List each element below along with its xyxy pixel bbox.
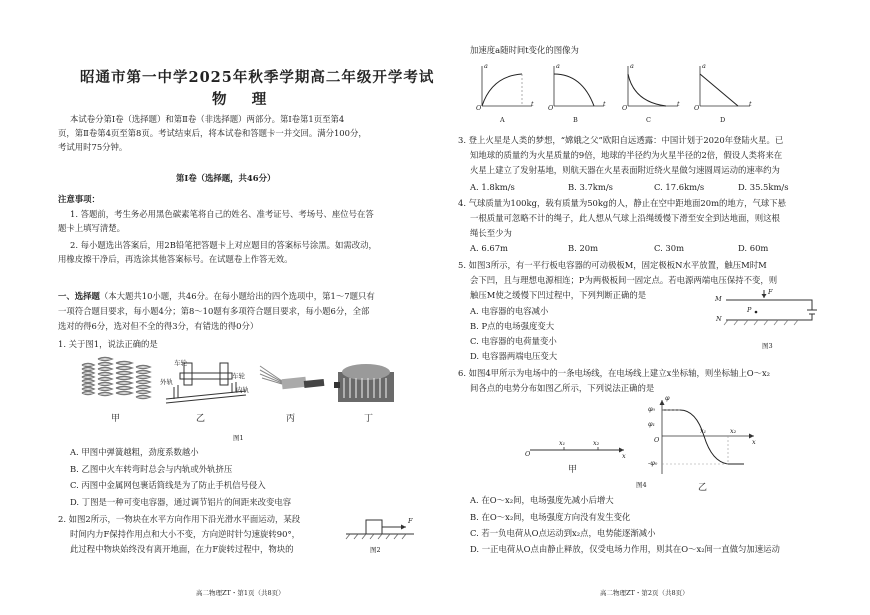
shielded-cable-photo (258, 362, 326, 402)
phi1-label: φ₁ (648, 420, 656, 428)
q1-option-c: C. 丙图中金属网包裹话筒线是为了防止手机信号侵入 (70, 480, 266, 490)
section1-heading: 一、选择题 (58, 291, 100, 301)
exam-title: 昭通市第一中学2025年秋季学期高二年级开学考试 (80, 69, 435, 86)
graph-label-c: C (646, 116, 651, 124)
figure3-caption: 图3 (762, 342, 773, 350)
graph-a (476, 62, 536, 114)
q2-line: 加速度a随时间t变化的图像为 (470, 45, 579, 55)
plate-m-label: M (715, 295, 722, 303)
subject-title: 物 理 (212, 91, 268, 108)
notice-line: 题卡上填写清楚。 (58, 223, 125, 233)
q6-option-c: C. 若一负电荷从O点运动到x₂点，电势能逐渐减小 (470, 528, 656, 538)
graph-b (548, 62, 608, 114)
q3-option-c: C. 17.6km/s (654, 182, 705, 192)
x1-label: x₁ (559, 439, 566, 447)
intro-line: 本试卷分第Ⅰ卷（选择题）和第Ⅱ卷（非选择题）两部分。第Ⅰ卷第1页至第4 (70, 114, 345, 124)
section1-line: 一项符合题目要求，每小题4分；第8～10题有多项符合题目要求，每小题6分，全部 (58, 306, 370, 316)
label-outer-rail: 外轨 (160, 378, 173, 386)
graph-label-a: A (500, 116, 505, 124)
sub-label-yi: 乙 (698, 483, 708, 493)
figure2-caption: 图2 (370, 546, 381, 554)
axis-t-label: t (749, 100, 752, 108)
q3-line: 3. 登上火星是人类的梦想，“嫦娥之父”欧阳自远透露：中国计划于2020年登陆火星。已 (458, 135, 784, 145)
q4-option-d: D. 60m (738, 243, 769, 253)
origin-label: O (476, 104, 482, 112)
train-wheel-diagram (160, 355, 252, 407)
photo-label-jia: 甲 (111, 414, 121, 424)
part1-title: 第Ⅰ卷（选择题，共46分） (176, 173, 276, 183)
graph-label-d: D (720, 116, 726, 124)
q5-option-d: D. 电容器两端电压变大 (470, 351, 558, 361)
q5-line: 5. 如图3所示，有一平行板电容器的可动极板M，固定极板N水平放置，触压M时M (458, 260, 767, 270)
q6-option-a: A. 在O～x₂间，电场强度先减小后增大 (470, 495, 614, 505)
q6-option-d: D. 一正电荷从O点由静止释放，仅受电场力作用，则其在O～x₂间一直做匀加速运动 (470, 544, 780, 554)
photo-label-yi: 乙 (196, 414, 206, 424)
origin-label: O (548, 104, 554, 112)
q2-line: 此过程中物块始终没有离开地面，在力F旋转过程中，物块的 (70, 544, 294, 554)
q4-option-b: B. 20m (568, 243, 599, 253)
q1-option-b: B. 乙图中火车转弯时总会与内轨或外轨挤压 (70, 464, 233, 474)
q4-line: 一根质量可忽略不计的绳子，此人想从气球上沿绳缓慢下滑至安全到达地面，则这根 (470, 213, 780, 223)
axis-t-label: t (603, 100, 606, 108)
q3-option-d: D. 35.5km/s (738, 182, 789, 192)
field-line-diagram (524, 436, 630, 460)
springs-photo (76, 355, 156, 405)
q4-line: 绳长至少为 (470, 228, 512, 238)
photo-label-bing: 丙 (286, 414, 296, 424)
axis-a-label: a (484, 62, 488, 70)
intro-line: 页，第Ⅱ卷第4页至第8页。考试结束后，将本试卷和答题卡一并交回。满分100分， (58, 128, 367, 138)
q1-option-a: A. 甲图中弹簧越粗，劲度系数越小 (70, 447, 199, 457)
figure1-caption: 图1 (233, 434, 244, 442)
photo-label-ding: 丁 (364, 414, 374, 424)
section1-line (58, 290, 375, 302)
graph-c (622, 62, 682, 114)
capacitor-diagram (712, 288, 820, 336)
notice-heading: 注意事项： (58, 194, 100, 204)
origin-o-label: O (525, 450, 531, 458)
potential-graph (648, 396, 760, 476)
x-axis-label: x (622, 452, 626, 460)
q4-option-c: C. 30m (654, 243, 685, 253)
axis-t-label: t (677, 100, 680, 108)
axis-a-label: a (702, 62, 706, 70)
variable-capacitor-photo (334, 356, 398, 406)
force-f-label: F (768, 288, 773, 296)
q5-option-a: A. 电容器的电容减小 (470, 306, 549, 316)
sub-label-jia: 甲 (568, 465, 578, 475)
label-wheel-2: 车轮 (232, 372, 245, 380)
q6-option-b: B. 在O～x₂间，电场强度方向没有发生变化 (470, 512, 631, 522)
q2-line: 2. 如图2所示，一物块在水平方向作用下沿光滑水平面运动，某段 (58, 514, 301, 524)
q5-option-c: C. 电容器的电荷量变小 (470, 336, 557, 346)
origin-label: O (622, 104, 628, 112)
notice-line: 用橡皮擦干净后，再选涂其他答案标号。在试题卷上作答无效。 (58, 254, 293, 264)
label-wheel: 车轮 (174, 359, 187, 367)
label-inner-rail: 内轨 (236, 386, 249, 394)
graph-x1-label: x₁ (700, 427, 707, 435)
axis-a-label: a (556, 62, 560, 70)
force-label: F (408, 517, 413, 525)
graph-d (694, 62, 754, 114)
q2-line: 时间内力F保持作用点和大小不变，方向逆时针匀速旋转90°， (70, 529, 301, 539)
section1-text: （本大题共10小题，共46分。在每小题给出的四个选项中，第1～7题只有 (99, 291, 375, 301)
q5-line: 会下凹，且与理想电源相连；P为两极板间一固定点。若电源两端电压保持不变，则 (470, 275, 778, 285)
section1-line: 选对的得6分，选对但不全的得3分，有错选的得0分） (58, 321, 259, 331)
q1-stem: 1. 关于图1，说法正确的是 (58, 339, 158, 349)
origin-label: O (694, 104, 700, 112)
footer-page1: 高二物理ZT・第1页（共8页） (196, 589, 285, 597)
q3-option-a: A. 1.8km/s (470, 182, 515, 192)
q3-option-b: B. 3.7km/s (568, 182, 613, 192)
point-p-label: P (747, 306, 752, 314)
neg-phi0-label: -φ₀ (648, 459, 658, 467)
q4-option-a: A. 6.67m (470, 243, 508, 253)
axis-t-label: t (531, 100, 534, 108)
intro-line: 考试用时75分钟。 (58, 142, 128, 152)
q6-line: 间各点的电势分布如图乙所示，下列说法正确的是 (470, 383, 655, 393)
phi0-label: φ₀ (648, 405, 656, 413)
q4-line: 4. 气球质量为100kg，载有质量为50kg的人，静止在空中距地面20m的地方，气球下悬 (458, 198, 787, 208)
plate-n-label: N (716, 315, 722, 323)
q1-option-d: D. 丁图是一种可变电容器，通过调节铝片的间距来改变电容 (70, 497, 292, 507)
graph-label-b: B (573, 116, 578, 124)
phi-axis-label: φ (665, 394, 670, 402)
q5-line: 触压M使之缓慢下凹过程中，下列判断正确的是 (470, 290, 647, 300)
notice-line: 2. 每小题选出答案后，用2B铅笔把答题卡上对应题目的答案标号涂黑。如需改动， (70, 240, 377, 250)
figure4-caption: 图4 (636, 481, 647, 489)
graph-x-label: x (752, 438, 756, 446)
q3-line: 知地球的质量约为火星质量的9倍，地球的半径约为火星半径的2倍，假设人类将来在 (470, 150, 783, 160)
graph-x2-label: x₂ (730, 427, 737, 435)
notice-line: 1. 答题前，考生务必用黑色碳素笔将自己的姓名、准考证号、考场号、座位号在答 (70, 209, 374, 219)
q5-option-b: B. P点的电场强度变大 (470, 321, 555, 331)
q6-line: 6. 如图4甲所示为电场中的一条电场线，在电场线上建立x坐标轴，则坐标轴上O～x₂ (458, 368, 771, 378)
x2-label: x₂ (593, 439, 600, 447)
axis-a-label: a (630, 62, 634, 70)
block-force-diagram (340, 512, 420, 544)
footer-page2: 高二物理ZT・第2页（共8页） (600, 589, 689, 597)
q3-line: 火星上建立了发射基地，则航天器在火星表面附近绕火星做匀速圆周运动的速率约为 (470, 165, 780, 175)
graph-origin-label: O (654, 436, 660, 444)
